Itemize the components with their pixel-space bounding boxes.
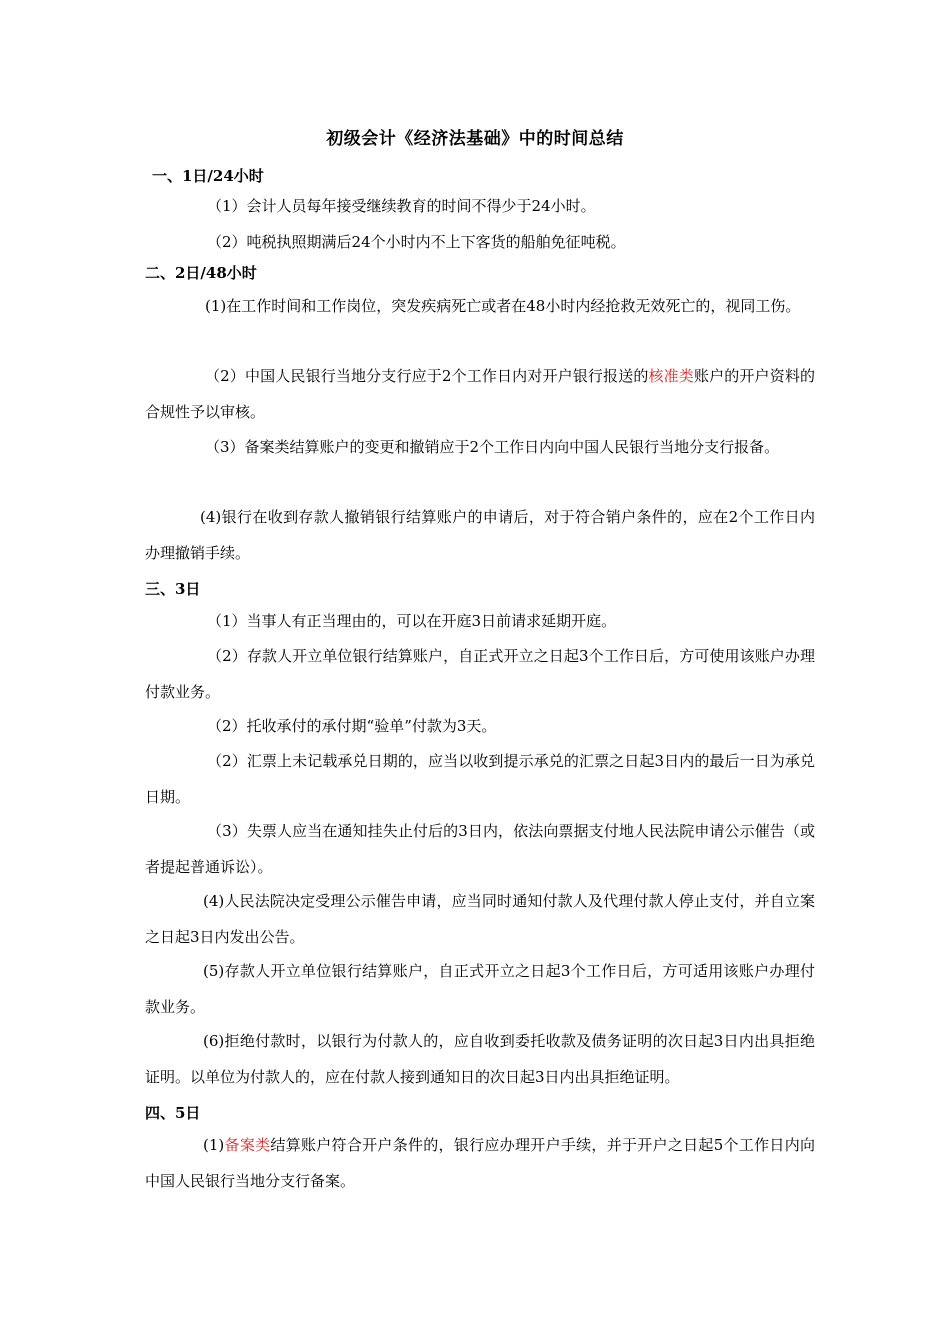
- paragraph-3-1: （1）当事人有正当理由的，可以在开庭3日前请求延期开庭。: [207, 612, 617, 630]
- paragraph-2-1: (1)在工作时间和工作岗位，突发疾病死亡或者在48小时内经抢救无效死亡的，视同工伤。: [205, 297, 801, 315]
- highlight-text-approval-type: 核准类: [648, 367, 694, 385]
- document-title: 初级会计《经济法基础》中的时间总结: [326, 129, 624, 149]
- paragraph-3-8: (6)拒绝付款时，以银行为付款人的，应自收到委托收款及债务证明的次日起3日内出具拒绝证明。以单位为付款人的，应在付款人接到通知日的次日起3日内出具拒绝证明。: [145, 1032, 815, 1086]
- paragraph-4-1-text-after: 结算账户符合开户条件的，银行应办理开户手续，并于开户之日起5个工作日内向中国人民银行当地分支行备案。: [145, 1136, 815, 1190]
- paragraph-2-2-text-after: 账户的开户资料的合规性予以审核。: [145, 367, 815, 421]
- paragraph-2-2-text-before: （2）中国人民银行当地分支行应于2个工作日内对开户银行报送的: [205, 367, 649, 385]
- paragraph-3-5: （3）失票人应当在通知挂失止付后的3日内，依法向票据支付地人民法院申请公示催告（或者提起普通诉讼）。: [145, 822, 815, 876]
- paragraph-4-1-text-before: (1): [203, 1136, 225, 1154]
- section-heading-4: 四、5日: [145, 1104, 201, 1122]
- paragraph-3-4: （2）汇票上未记载承兑日期的，应当以收到提示承兑的汇票之日起3日内的最后一日为承兑日期。: [145, 752, 815, 806]
- paragraph-2-3: （3）备案类结算账户的变更和撤销应于2个工作日内向中国人民银行当地分支行报备。: [205, 438, 780, 456]
- highlight-text-filing-type: 备案类: [224, 1136, 271, 1154]
- paragraph-3-6: (4)人民法院决定受理公示催告申请，应当同时通知付款人及代理付款人停止支付，并自立案之日起3日内发出公告。: [145, 892, 815, 946]
- paragraph-2-2: [145, 358, 815, 430]
- section-heading-2: 二、2日/48小时: [145, 264, 257, 282]
- paragraph-4-1: [145, 1127, 815, 1199]
- paragraph-3-3: （2）托收承付的承付期“验单”付款为3天。: [207, 717, 497, 735]
- section-heading-3: 三、3日: [145, 580, 201, 598]
- paragraph-1-1: （1）会计人员每年接受继续教育的时间不得少于24小时。: [207, 197, 596, 215]
- paragraph-2-4: (4)银行在收到存款人撤销银行结算账户的申请后，对于符合销户条件的，应在2个工作日内办理撤销手续。: [145, 508, 815, 562]
- paragraph-3-2: （2）存款人开立单位银行结算账户，自正式开立之日起3个工作日后，方可使用该账户办理付款业务。: [145, 647, 815, 701]
- paragraph-3-7: (5)存款人开立单位银行结算账户，自正式开立之日起3个工作日后，方可适用该账户办理付款业务。: [145, 962, 815, 1016]
- paragraph-1-2: （2）吨税执照期满后24个小时内不上下客货的船舶免征吨税。: [207, 233, 626, 251]
- section-heading-1: 一、1日/24小时: [152, 167, 264, 185]
